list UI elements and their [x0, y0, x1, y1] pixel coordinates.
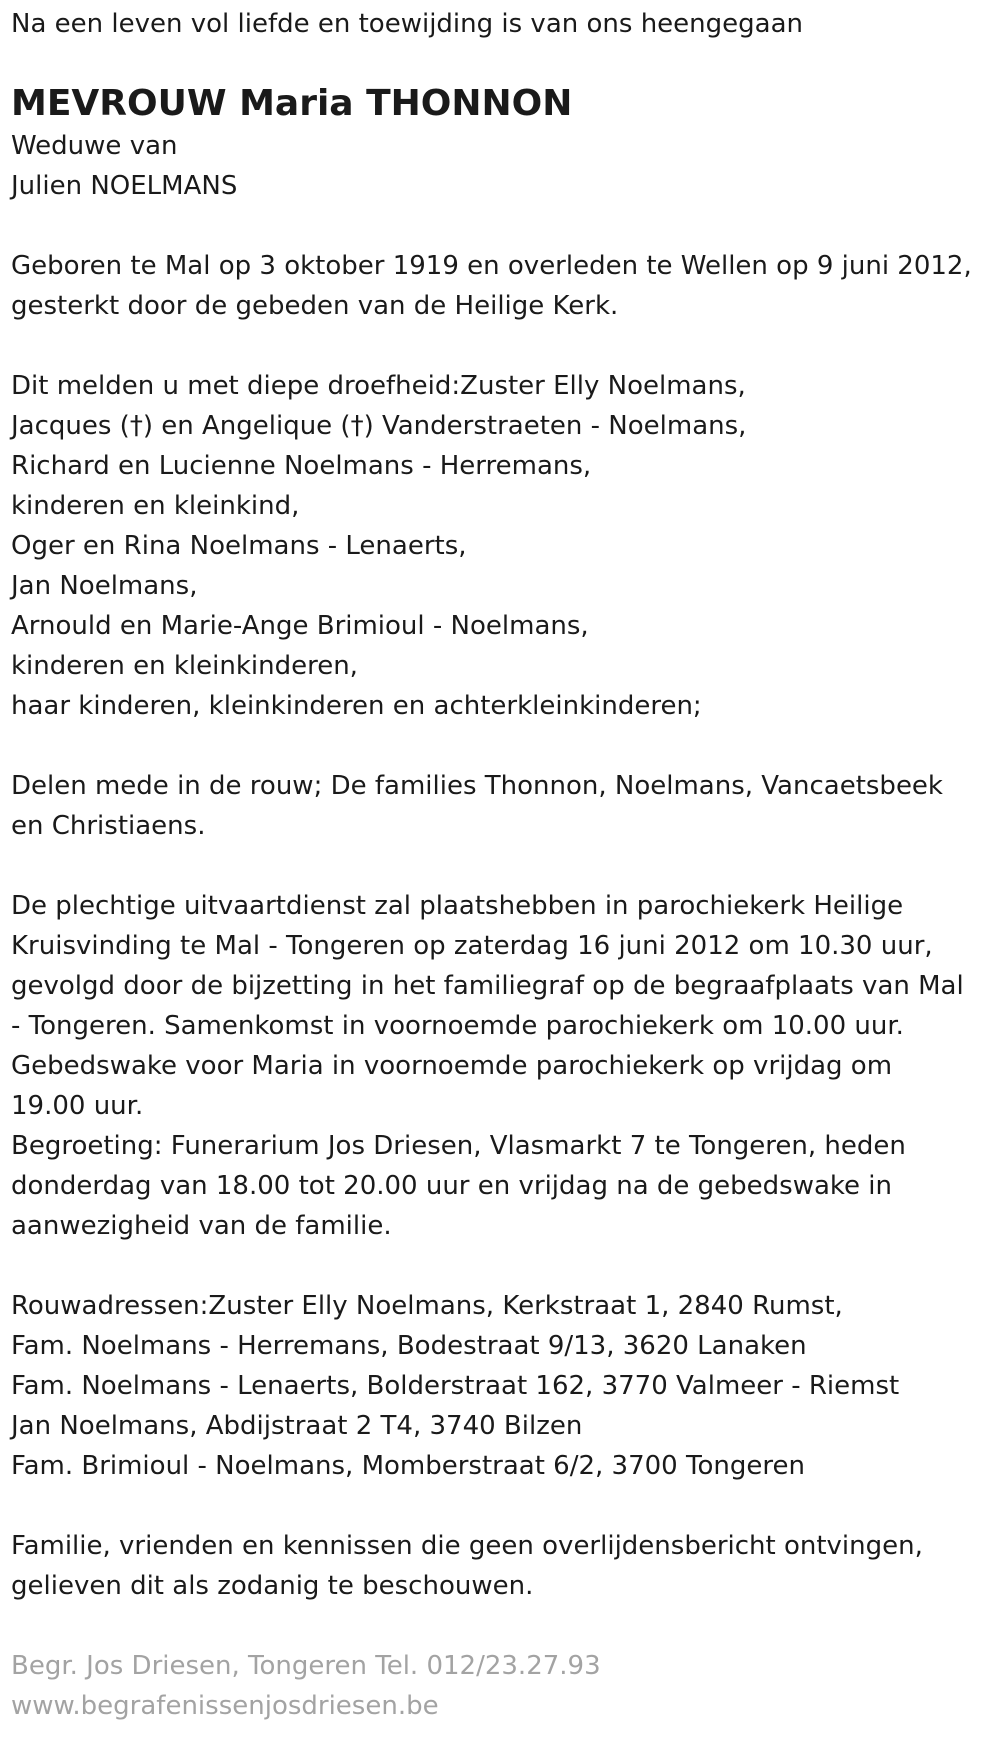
closing-line: gelieven dit als zodanig te beschouwen.: [11, 1571, 534, 1601]
spacer: [11, 1246, 986, 1286]
announcer-line: haar kinderen, kleinkinderen en achterkleinkinderen;: [11, 691, 702, 721]
undertaker-contact: Begr. Jos Driesen, Tongeren Tel. 012/23.27.93: [11, 1651, 601, 1681]
mourning-line: Delen mede in de rouw; De families Thonnon, Noelmans, Vancaetsbeek: [11, 771, 943, 801]
mourning-line: en Christiaens.: [11, 811, 206, 841]
obituary-notice: [11, 4, 986, 1726]
closing-line: Familie, vrienden en kennissen die geen overlijdensbericht ontvingen,: [11, 1531, 923, 1561]
spacer: [11, 726, 986, 766]
intro-text: Na een leven vol liefde en toewijding is van ons heengegaan: [11, 9, 803, 39]
address-line: Fam. Noelmans - Herremans, Bodestraat 9/13, 3620 Lanaken: [11, 1331, 807, 1361]
announcer-line: Arnould en Marie-Ange Brimioul - Noelmans,: [11, 611, 589, 641]
birth-death-section: [11, 246, 986, 326]
spacer: [11, 1606, 986, 1646]
announcer-line: kinderen en kleinkind,: [11, 491, 300, 521]
service-line: - Tongeren. Samenkomst in voornoemde parochiekerk om 10.00 uur.: [11, 1011, 904, 1041]
service-line: gevolgd door de bijzetting in het familiegraf op de begraafplaats van Mal: [11, 971, 964, 1001]
mourning-families-section: [11, 766, 986, 846]
service-line: De plechtige uitvaartdienst zal plaatshebben in parochiekerk Heilige: [11, 891, 904, 921]
address-line: Fam. Noelmans - Lenaerts, Bolderstraat 162, 3770 Valmeer - Riemst: [11, 1371, 900, 1401]
undertaker-website[interactable]: www.begrafenissenjosdriesen.be: [11, 1691, 439, 1721]
spacer: [11, 206, 986, 246]
service-line: donderdag van 18.00 tot 20.00 uur en vrijdag na de gebedswake in: [11, 1171, 893, 1201]
spacer: [11, 1486, 986, 1526]
announcer-line: Jacques (†) en Angelique (†) Vanderstraeten - Noelmans,: [11, 411, 747, 441]
service-line: Gebedswake voor Maria in voornoemde parochiekerk op vrijdag om: [11, 1051, 893, 1081]
address-line: Jan Noelmans, Abdijstraat 2 T4, 3740 Bilzen: [11, 1411, 583, 1441]
deceased-name: MEVROUW Maria THONNON: [11, 83, 573, 124]
address-line: Fam. Brimioul - Noelmans, Momberstraat 6/2, 3700 Tongeren: [11, 1451, 805, 1481]
service-line: aanwezigheid van de familie.: [11, 1211, 392, 1241]
closing-section: [11, 1526, 986, 1606]
footer: [11, 1646, 986, 1726]
announcers-section: [11, 366, 986, 726]
birth-death-line: gesterkt door de gebeden van de Heilige Kerk.: [11, 291, 619, 321]
addresses-section: [11, 1286, 986, 1486]
widow-label: Weduwe van: [11, 131, 178, 161]
spacer: [11, 846, 986, 886]
birth-death-line: Geboren te Mal op 3 oktober 1919 en overleden te Wellen op 9 juni 2012,: [11, 251, 972, 281]
spacer: [11, 326, 986, 366]
service-line: Begroeting: Funerarium Jos Driesen, Vlasmarkt 7 te Tongeren, heden: [11, 1131, 906, 1161]
service-section: [11, 886, 986, 1246]
announcer-line: Jan Noelmans,: [11, 571, 198, 601]
service-line: Kruisvinding te Mal - Tongeren op zaterdag 16 juni 2012 om 10.30 uur,: [11, 931, 933, 961]
announcer-line: Dit melden u met diepe droefheid:Zuster Elly Noelmans,: [11, 371, 746, 401]
announcer-line: Richard en Lucienne Noelmans - Herremans,: [11, 451, 592, 481]
announcer-line: Oger en Rina Noelmans - Lenaerts,: [11, 531, 467, 561]
announcer-line: kinderen en kleinkinderen,: [11, 651, 358, 681]
spouse-name: Julien NOELMANS: [11, 171, 238, 201]
service-line: 19.00 uur.: [11, 1091, 144, 1121]
address-line: Rouwadressen:Zuster Elly Noelmans, Kerkstraat 1, 2840 Rumst,: [11, 1291, 843, 1321]
